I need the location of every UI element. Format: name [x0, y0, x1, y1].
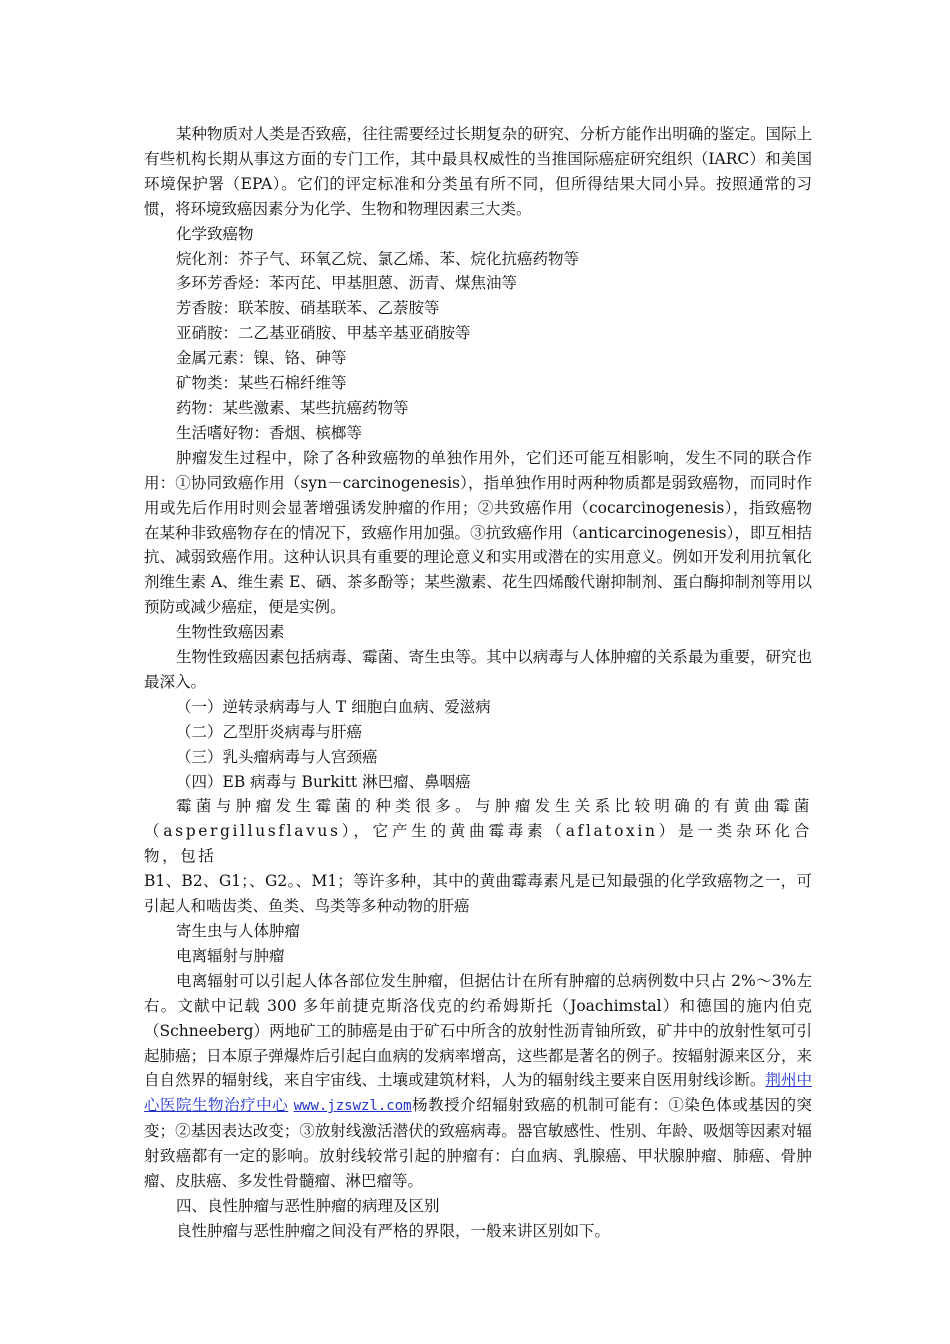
virus-item-3: （三）乳头瘤病毒与人宫颈癌	[176, 747, 378, 766]
list-item-aromatic-amines: 芳香胺：联苯胺、硝基联苯、乙萘胺等	[176, 299, 440, 318]
paragraph-combined-effects: 肿瘤发生过程中，除了各种致癌物的单独作用外，它们还可能互相影响，发生不同的联合作用：①协同致癌作用（syn－carcinogenesis），指单独作用时两种物质都是弱致癌物，而同时作用或先后作用时则会显著增强诱发肿瘤的作用；②共致癌作用（cocarcinogenesis），指致癌物在某种非致癌物存在的情况下，致癌作用加强。③抗致癌作用（anticarcinogenesis），即互相拮抗、减弱致癌作用。这种认识具有重要的理论意义和实用或潜在的实用意义。例如开发利用抗氧化剂维生素 A、维生素 E、硒、茶多酚等；某些激素、花生四烯酸代谢抑制剂、蛋白酶抑制剂等用以预防或减少癌症，便是实例。	[144, 448, 812, 617]
list-item-drugs: 药物：某些激素、某些抗癌药物等	[176, 398, 409, 417]
paragraph-radiation	[144, 969, 812, 1194]
heading-parasites: 寄生虫与人体肿瘤	[176, 922, 301, 940]
paragraph-fungi-cont: B1、B2、G1；、G2。、M1；等许多种，其中的黄曲霉毒素凡是已知最强的化学致癌物之一，可引起人和啮齿类、鱼类、鸟类等多种动物的肝癌	[144, 872, 812, 916]
paragraph-benign-malignant: 良性肿瘤与恶性肿瘤之间没有严格的界限，一般来讲区别如下。	[176, 1221, 611, 1240]
heading-biological-factors: 生物性致癌因素	[176, 623, 285, 642]
paragraph-intro: 某种物质对人类是否致癌，往往需要经过长期复杂的研究、分析方能作出明确的鉴定。国际上有些机构长期从事这方面的专门工作，其中最具权威性的当推国际癌症研究组织（IARC）和美国环境保护署（EPA）。它们的评定标准和分类虽有所不同，但所得结果大同小异。按照通常的习惯，将环境致癌因素分为化学、生物和物理因素三大类。	[144, 125, 812, 218]
heading-chemical-carcinogens: 化学致癌物	[176, 224, 254, 243]
hospital-link[interactable]: 荆州中心医院生物治疗中心	[144, 1071, 812, 1115]
list-item-metals: 金属元素：镍、铬、砷等	[176, 349, 347, 368]
website-link[interactable]: www.jzswzl.com	[293, 1098, 412, 1115]
list-item-minerals: 矿物类：某些石棉纤维等	[176, 374, 347, 393]
virus-item-1: （一）逆转录病毒与人 T 细胞白血病、爱滋病	[176, 697, 491, 716]
virus-item-4: （四）EB 病毒与 Burkitt 淋巴瘤、鼻咽癌	[176, 772, 471, 791]
radiation-text-cont: 杨教授介绍辐射致癌的机制可能有：①染色体或基因的突变；②基因表达改变；③放射线激活潜伏的致癌病毒。器官敏感性、性别、年龄、吸烟等因素对辐射致癌都有一定的影响。放射线较常引起的肿瘤有：白血病、乳腺癌、甲状腺肿瘤、肺癌、骨肿瘤、皮肤癌、多发性骨髓瘤、淋巴瘤等。	[144, 1096, 812, 1191]
list-item-lifestyle: 生活嗜好物：香烟、槟榔等	[176, 423, 363, 442]
list-item-polycyclic-aromatics: 多环芳香烃：苯丙芘、甲基胆蒽、沥青、煤焦油等	[176, 274, 518, 293]
document-body	[144, 122, 812, 1244]
radiation-text: 电离辐射可以引起人体各部位发生肿瘤，但据估计在所有肿瘤的总病例数中只占 2%～3%左右。文献中记载 300 多年前捷克斯洛伐克的约希姆斯托（Joachimstal）和德国的施内伯克（Schneeberg）两地矿工的肺癌是由于矿石中所含的放射性沥青铀所致，矿井中的放射性氡可引起肺癌；日本原子弹爆炸后引起白血病的发病率增高，这些都是著名的例子。按辐射源来区分，来自自然界的辐射线，来自宇宙线、土壤或建筑材料，人为的辐射线主要来自医用射线诊断。	[144, 971, 812, 1090]
paragraph-biological: 生物性致癌因素包括病毒、霉菌、寄生虫等。其中以病毒与人体肿瘤的关系最为重要，研究也最深入。	[144, 648, 812, 691]
paragraph-fungi: 霉菌与肿瘤发生霉菌的种类很多。与肿瘤发生关系比较明确的有黄曲霉菌（aspergillusflavus），它产生的黄曲霉毒素（aflatoxin）是一类杂环化合物，包括	[144, 797, 812, 866]
list-item-nitrosamines: 亚硝胺：二乙基亚硝胺、甲基辛基亚硝胺等	[176, 324, 471, 343]
heading-ionizing-radiation: 电离辐射与肿瘤	[176, 946, 285, 965]
virus-item-2: （二）乙型肝炎病毒与肝癌	[176, 722, 363, 741]
list-item-alkylating-agents: 烷化剂：芥子气、环氧乙烷、氯乙烯、苯、烷化抗癌药物等	[176, 249, 580, 268]
heading-benign-malignant: 四、良性肿瘤与恶性肿瘤的病理及区别	[176, 1196, 440, 1215]
